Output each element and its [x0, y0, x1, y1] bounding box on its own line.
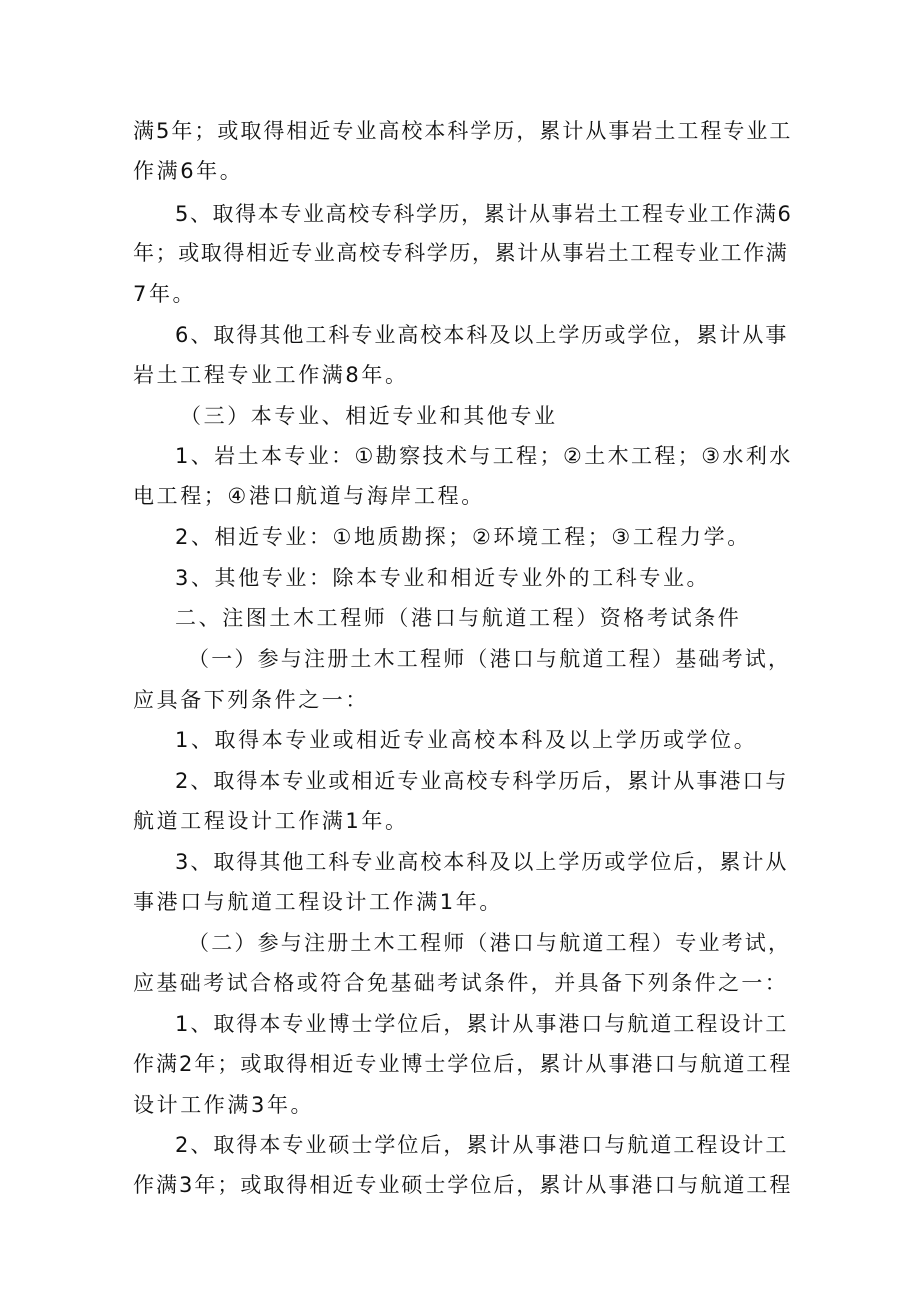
text-line: 2、取得本专业硕士学位后，累计从事港口与航道工程设计工	[175, 1133, 789, 1157]
text-line: 电工程；④港口航道与海岸工程。	[133, 484, 485, 508]
text-line: 年；或取得相近专业高校专科学历，累计从事岩土工程专业工作满	[133, 241, 789, 265]
text-line: 满5年；或取得相近专业高校本科学历，累计从事岩土工程专业工	[133, 119, 793, 143]
text-line: 2、取得本专业或相近专业高校专科学历后，累计从事港口与	[175, 769, 789, 793]
subsection-heading: （二）参与注册土木工程师（港口与航道工程）专业考试，	[188, 931, 792, 955]
text-line: 应基础考试合格或符合免基础考试条件，并具备下列条件之一：	[133, 971, 789, 995]
text-line: 5、取得本专业高校专科学历，累计从事岩土工程专业工作满6	[175, 202, 793, 226]
text-line: 3、取得其他工科专业高校本科及以上学历或学位后，累计从	[175, 850, 789, 874]
text-line: 设计工作满3年。	[133, 1093, 315, 1117]
subsection-heading: （一）参与注册土木工程师（港口与航道工程）基础考试，	[188, 647, 792, 671]
text-line: 作满3年；或取得相近专业硕士学位后，累计从事港口与航道工程	[133, 1173, 793, 1197]
text-line: 2、相近专业：①地质勘探；②环境工程；③工程力学。	[175, 525, 751, 549]
text-line: 1、岩土本专业：①勘察技术与工程；②土木工程；③水利水	[175, 444, 793, 468]
text-line: 1、取得本专业博士学位后，累计从事港口与航道工程设计工	[175, 1012, 789, 1036]
text-line: 3、其他专业：除本专业和相近专业外的工科专业。	[175, 566, 711, 590]
text-line: 7年。	[133, 282, 197, 306]
section-heading: （三）本专业、相近专业和其他专业	[180, 404, 558, 428]
text-line: 应具备下列条件之一：	[133, 688, 369, 712]
text-line: 事港口与航道工程设计工作满1年。	[133, 890, 503, 914]
text-line: 6、取得其他工科专业高校本科及以上学历或学位，累计从事	[175, 323, 789, 347]
section-heading: 二、注图土木工程师（港口与航道工程）资格考试条件	[175, 606, 742, 630]
text-line: 1、取得本专业或相近专业高校本科及以上学历或学位。	[175, 728, 758, 752]
text-line: 作满6年。	[133, 159, 244, 183]
text-line: 作满2年；或取得相近专业博士学位后，累计从事港口与航道工程	[133, 1052, 793, 1076]
text-line: 岩土工程专业工作满8年。	[133, 363, 409, 387]
text-line: 航道工程设计工作满1年。	[133, 809, 409, 833]
